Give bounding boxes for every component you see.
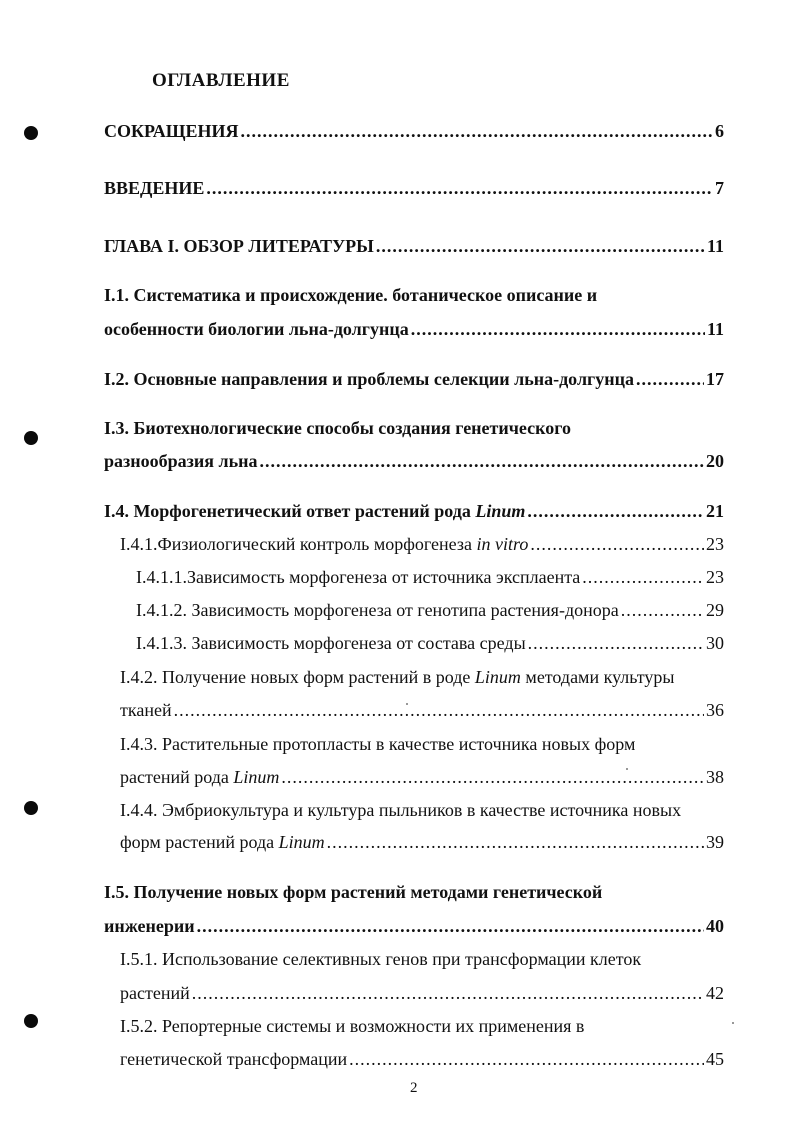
toc-entry: I.4.1.3. Зависимость морфогенеза от состава среды ..... 30 — [136, 630, 724, 656]
toc-entry-line1: I.4.4. Эмбриокультура и культура пыльников в качестве источника новых — [120, 800, 682, 820]
toc-entry-line1: I.5. Получение новых форм растений методами генетической — [104, 882, 603, 902]
toc-entry: I.4.1.Физиологический контроль морфогенеза in vitro ..... 23 — [120, 531, 724, 557]
toc-entry: форм растений рода Linum ..... 39 — [120, 829, 724, 855]
toc-entry-line1: I.3. Биотехнологические способы создания генетического — [104, 418, 571, 438]
toc-entry: растений рода Linum ..... 38 — [120, 764, 724, 790]
binder-hole-3 — [24, 801, 38, 815]
toc-entry: ГЛАВА I. ОБЗОР ЛИТЕРАТУРЫ ..... 11 — [104, 233, 724, 259]
toc-entry: I.4.1.1.Зависимость морфогенеза от источника эксплаента ..... 23 — [136, 564, 724, 590]
scan-speck — [626, 768, 628, 770]
binder-hole-1 — [24, 126, 38, 140]
toc-entry: генетической трансформации ..... 45 — [120, 1046, 724, 1072]
toc-entry: особенности биологии льна-долгунца ..... 11 — [104, 316, 724, 342]
toc-entry: тканей ..... 36 — [120, 697, 724, 723]
toc-entry: СОКРАЩЕНИЯ ..... 6 — [104, 118, 724, 144]
toc-entry: инженерии ..... 40 — [104, 913, 724, 939]
page-number: 2 — [410, 1080, 418, 1096]
toc-entry: I.4.1.2. Зависимость морфогенеза от генотипа растения-донора ..... 29 — [136, 597, 724, 623]
binder-hole-2 — [24, 431, 38, 445]
toc-entry-line1: I.5.2. Репортерные системы и возможности их применения в — [120, 1016, 585, 1036]
page-title: ОГЛАВЛЕНИЕ — [152, 70, 290, 91]
toc-entry: ВВЕДЕНИЕ ..... 7 — [104, 175, 724, 201]
toc-entry-line1: I.4.2. Получение новых форм растений в роде Linum методами культуры — [120, 667, 675, 687]
toc-entry-line1: I.1. Систематика и происхождение. ботаническое описание и — [104, 285, 598, 305]
toc-entry: I.4. Морфогенетический ответ растений рода Linum ..... 21 — [104, 498, 724, 524]
toc-entry-line1: I.4.3. Растительные протопласты в качестве источника новых форм — [120, 734, 636, 754]
toc-entry: I.2. Основные направления и проблемы селекции льна-долгунца ..... 17 — [104, 366, 724, 392]
toc-entry: растений ..... 42 — [120, 980, 724, 1006]
toc-entry: разнообразия льна ..... 20 — [104, 448, 724, 474]
scan-speck — [732, 1022, 734, 1024]
toc-entry-line1: I.5.1. Использование селективных генов при трансформации клеток — [120, 949, 642, 969]
binder-hole-4 — [24, 1014, 38, 1028]
scan-speck — [406, 703, 408, 705]
